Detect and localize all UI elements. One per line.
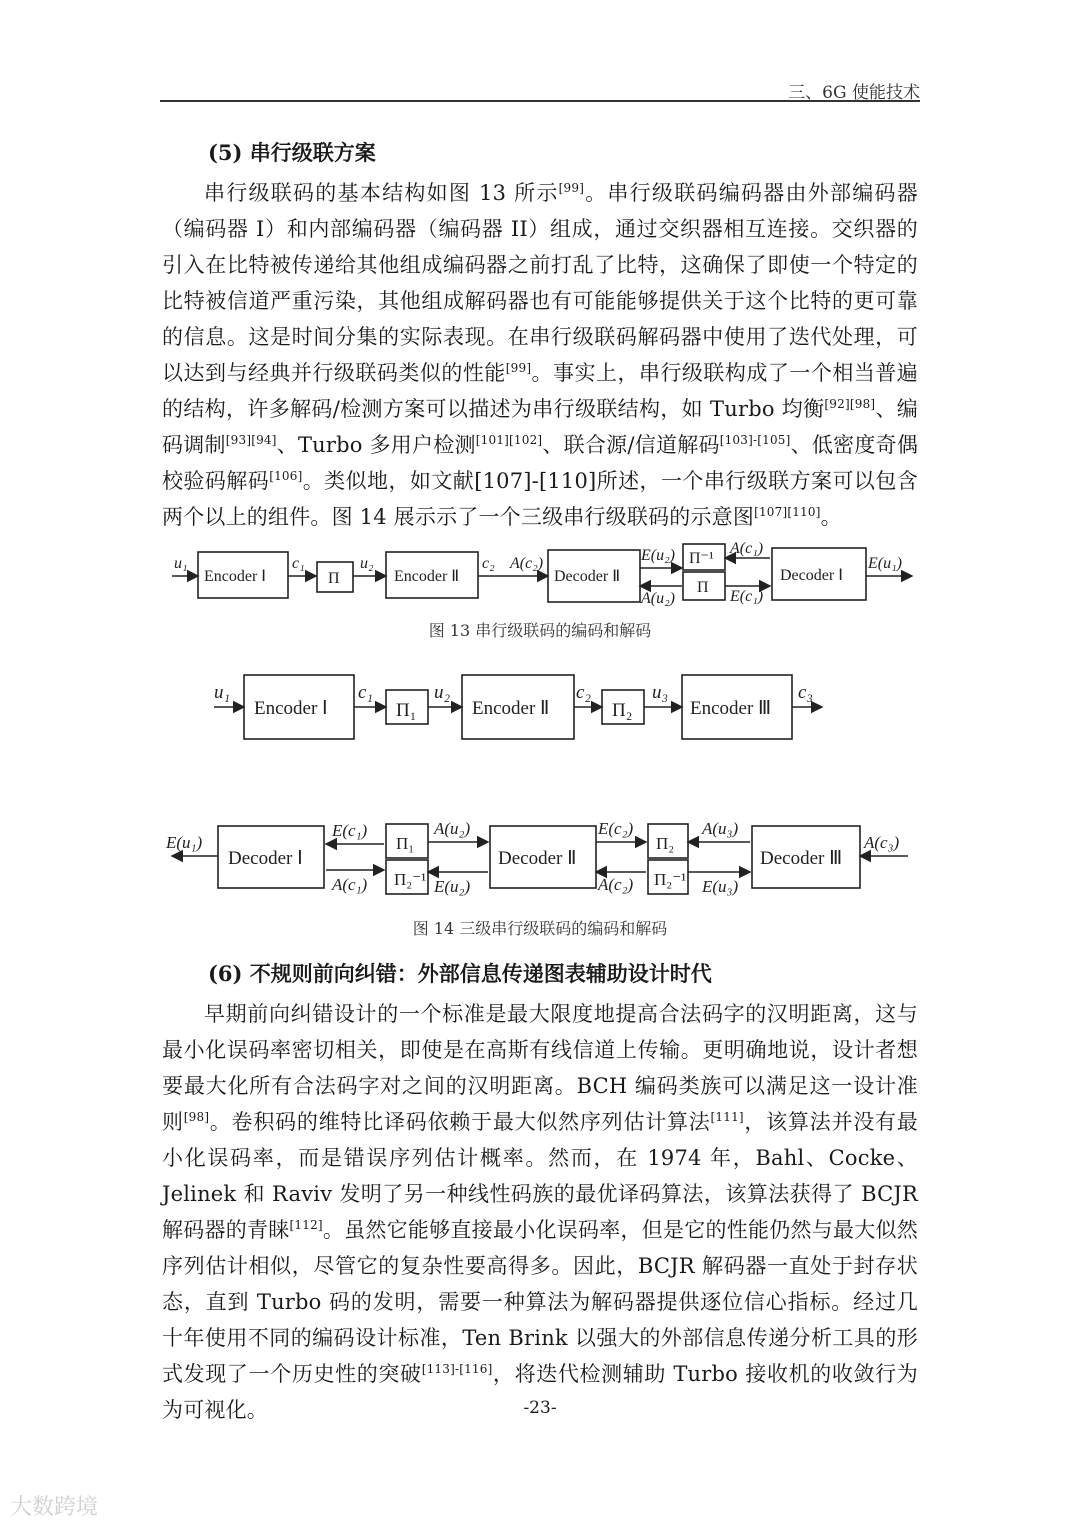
encoder-2-label: Encoder Ⅱ — [472, 698, 550, 719]
label-u1: u₁ — [174, 555, 188, 572]
encoder-2-label: Encoder Ⅱ — [394, 568, 460, 585]
decoder-2-label: Decoder Ⅱ — [498, 848, 577, 869]
citation: [112] — [289, 1218, 323, 1232]
label-eu2: E(u₂) — [434, 877, 471, 896]
page-content — [162, 137, 918, 535]
text-run: 、Turbo 多用户检测 — [276, 433, 476, 457]
running-header: 三、6G 使能技术 — [788, 83, 920, 103]
encoder-1-label: Encoder Ⅰ — [204, 568, 267, 585]
deinterleaver-label: Π⁻¹ — [689, 550, 714, 567]
citation: [106] — [269, 469, 303, 483]
watermark: 大数跨境 — [10, 1495, 99, 1520]
label-c2: c₂ — [482, 555, 495, 572]
citation: [98] — [183, 1110, 210, 1124]
text-run: 、低密度奇偶校验码解码 — [162, 433, 919, 493]
decoder-3-label: Decoder Ⅲ — [760, 848, 843, 869]
deinterleaver-2b-label: Π₂⁻¹ — [654, 870, 687, 889]
encoder-1-label: Encoder Ⅰ — [254, 698, 328, 719]
interleaver-1-label: Π₁ — [396, 834, 415, 853]
header-rule — [160, 100, 920, 102]
text-run: 、联合源/信道解码 — [542, 433, 720, 457]
text-run: 。卷积码的维特比译码依赖于最大似然序列估计算法 — [209, 1110, 711, 1134]
label-u3: u₃ — [652, 682, 669, 703]
section-5-title: (5) 串行级联方案 — [208, 140, 376, 165]
section-6-content — [162, 958, 918, 1428]
label-ac1: A(c₁) — [332, 875, 368, 894]
citation: [93][94] — [225, 433, 277, 447]
text-run: ，将迭代检测辅助 Turbo 接收机的收敛行为为可视化。 — [162, 1362, 919, 1422]
text-run: 。事实上，串行级联构成了一个相当普遍的结构，许多解码/检测方案可以描述为串行级联结构，如 Turbo 均衡 — [162, 361, 918, 421]
figure-13-diagram — [160, 540, 930, 610]
section-5-paragraph — [162, 175, 918, 535]
deinterleaver-2-label: Π₂⁻¹ — [394, 870, 427, 889]
interleaver-2-label: Π₂ — [656, 834, 675, 853]
text-run: 、编码调制 — [162, 397, 918, 457]
interleaver-1-label: Π₁ — [396, 700, 417, 721]
label-eu2: E(u₂) — [641, 547, 675, 564]
section-6-paragraph — [162, 996, 918, 1428]
decoder-1-label: Decoder Ⅰ — [780, 567, 843, 584]
decoder-2-label: Decoder Ⅱ — [554, 568, 621, 585]
citation: [111] — [710, 1110, 744, 1124]
label-ac2: A(c₂) — [510, 555, 544, 572]
figure-14-encoder-diagram — [200, 670, 840, 750]
interleaver-2-label: Π₂ — [612, 700, 633, 721]
label-c2: c₂ — [576, 682, 592, 703]
label-ac1: A(c₁) — [730, 540, 764, 557]
label-u2: u₂ — [360, 555, 374, 572]
label-c1: c₁ — [292, 555, 305, 572]
citation: [99] — [558, 181, 585, 195]
label-eu3: E(u₃) — [702, 877, 739, 896]
text-run: ，该算法并没有最小化误码率，而是错误序列估计概率。然而，在 1974 年，Bahl、Cocke、Jelinek 和 Raviv 发明了另一种线性码族的最优译码算法，该算法获得了 BCJR 解码器的青睐 — [162, 1110, 918, 1242]
label-ac3: A(c₃) — [864, 833, 900, 852]
label-c1: c₁ — [358, 682, 374, 703]
text-run: 。虽然它能够直接最小化误码率，但是它的性能仍然与最大似然序列估计相似，尽管它的复杂性要高得多。因此，BCJR 解码器一直处于封存状态，直到 Turbo 码的发明，需要一种算法为解码器提供逐位信心指标。经过几十年使用不同的编码设计标准，Ten Brink 以强大的外部信息传递分析工具的形式发现了一个历史性的突破 — [162, 1218, 918, 1386]
label-u2: u₂ — [434, 682, 451, 703]
label-au2: A(u₂) — [434, 819, 471, 838]
figure-14-decoder-diagram — [160, 812, 920, 902]
label-u1: u₁ — [214, 682, 231, 703]
citation: [99] — [505, 361, 532, 375]
text-run: 。串行级联码编码器由外部编码器（编码器 I）和内部编码器（编码器 II）组成，通过交织器相互连接。交织器的引入在比特被传递给其他组成编码器之前打乱了比特，这确保了即使一个特定的比特被信道严重污染，其他组成解码器也有可能能够提供关于这个比特的更可靠的信息。这是时间分集的实际表现。在串行级联码解码器中使用了迭代处理，可以达到与经典并行级联码类似的性能 — [162, 181, 919, 385]
text-run: 早期前向纠错设计的一个标准是最大限度地提高合法码字的汉明距离，这与最小化误码率密切相关，即使是在高斯有线信道上传输。更明确地说，设计者想要最大化所有合法码字对之间的汉明距离。BCH 编码类族可以满足这一设计准则 — [162, 1002, 918, 1134]
text-run: 串行级联码的基本结构如图 13 所示 — [204, 181, 559, 205]
interleaver-2-label: Π — [697, 579, 709, 596]
label-ec1: E(c₁) — [730, 588, 764, 605]
citation: [113]-[116] — [421, 1362, 493, 1376]
figure-14-caption: 图 14 三级串行级联码的编码和解码 — [412, 919, 668, 938]
label-au2: A(u₂) — [641, 590, 675, 607]
decoder-1-label: Decoder Ⅰ — [228, 848, 303, 869]
encoder-3-label: Encoder Ⅲ — [690, 698, 772, 719]
label-au3: A(u₃) — [702, 819, 739, 838]
page-number: -23- — [523, 1398, 557, 1418]
label-c3: c₃ — [798, 682, 814, 703]
section-6-title: (6) 不规则前向纠错：外部信息传递图表辅助设计时代 — [208, 961, 712, 986]
citation: [107][110] — [754, 505, 821, 519]
label-ec2: E(c₂) — [598, 819, 634, 838]
label-eu1: E(u₁) — [868, 555, 902, 572]
text-run: 。类似地，如文献[107]-[110]所述，一个串行级联方案可以包含两个以上的组件。图 14 展示示了一个三级串行级联码的示意图 — [162, 469, 918, 529]
citation: [103]-[105] — [719, 433, 791, 447]
interleaver-label: Π — [328, 570, 340, 587]
text-run: 。 — [820, 505, 842, 529]
label-eu1: E(u₁) — [166, 833, 203, 852]
figure-13-caption: 图 13 串行级联码的编码和解码 — [428, 621, 652, 640]
citation: [101][102] — [475, 433, 543, 447]
label-ac2: A(c₂) — [598, 875, 634, 894]
citation: [92][98] — [824, 397, 876, 411]
label-ec1: E(c₁) — [332, 821, 368, 840]
